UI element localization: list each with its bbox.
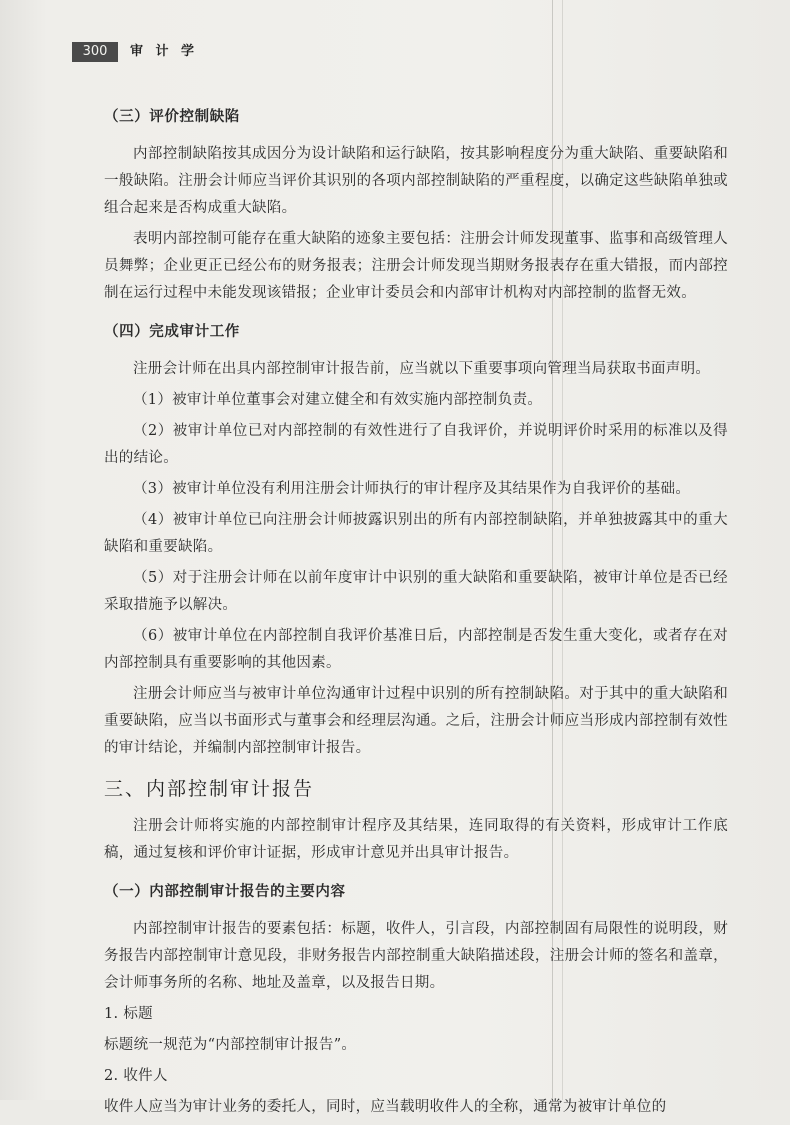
numbered-heading: 2. 收件人 [104,1068,168,1084]
list-item: （2）被审计单位已对内部控制的有效性进行了自我评价，并说明评价时采用的标准以及得出的结论。 [104,423,728,466]
book-title: 审 计 学 [130,44,199,59]
page-number: 300 [72,42,118,62]
list-item: （5）对于注册会计师在以前年度审计中识别的重大缺陷和重要缺陷，被审计单位是否已经采取措施予以解决。 [104,570,728,613]
section-heading-report-contents: （一）内部控制审计报告的主要内容 [104,884,346,900]
paragraph: 注册会计师在出具内部控制审计报告前，应当就以下重要事项向管理当局获取书面声明。 [133,361,711,377]
section-heading-complete-audit: （四）完成审计工作 [104,324,240,340]
chapter-section-title: 三、内部控制审计报告 [104,778,315,800]
paragraph: 表明内部控制可能存在重大缺陷的迹象主要包括：注册会计师发现董事、监事和高级管理人员舞弊；企业更正已经公布的财务报表；注册会计师发现当期财务报表存在重大错报，而内部控制在运行过程中未能发现该错报；企业审计委员会和内部审计机构对内部控制的监督无效。 [104,231,728,301]
list-item: （6）被审计单位在内部控制自我评价基准日后，内部控制是否发生重大变化，或者存在对内部控制具有重要影响的其他因素。 [104,628,728,671]
paragraph: 注册会计师将实施的内部控制审计程序及其结果，连同取得的有关资料，形成审计工作底稿，通过复核和评价审计证据，形成审计意见并出具审计报告。 [104,818,728,861]
list-item: （1）被审计单位董事会对建立健全和有效实施内部控制负责。 [133,392,543,408]
paragraph: 内部控制缺陷按其成因分为设计缺陷和运行缺陷，按其影响程度分为重大缺陷、重要缺陷和一般缺陷。注册会计师应当评价其识别的各项内部控制缺陷的严重程度，以确定这些缺陷单独或组合起来是否构成重大缺陷。 [104,146,728,216]
paragraph: 收件人应当为审计业务的委托人，同时，应当载明收件人的全称，通常为被审计单位的 [104,1099,667,1115]
page-header [72,42,332,62]
numbered-heading: 1. 标题 [104,1006,153,1022]
paragraph: 标题统一规范为“内部控制审计报告”。 [104,1037,357,1053]
paragraph: 内部控制审计报告的要素包括：标题，收件人，引言段，内部控制固有局限性的说明段，财务报告内部控制审计意见段，非财务报告内部控制重大缺陷描述段，注册会计师的签名和盖章，会计师事务所的名称、地址及盖章，以及报告日期。 [104,921,728,991]
list-item: （4）被审计单位已向注册会计师披露识别出的所有内部控制缺陷，并单独披露其中的重大缺陷和重要缺陷。 [104,512,728,555]
section-heading-evaluate-deficiencies: （三）评价控制缺陷 [104,109,240,125]
page-content [104,98,728,1125]
paragraph: 注册会计师应当与被审计单位沟通审计过程中识别的所有控制缺陷。对于其中的重大缺陷和重要缺陷，应当以书面形式与董事会和经理层沟通。之后，注册会计师应当形成内部控制有效性的审计结论，并编制内部控制审计报告。 [104,686,728,756]
list-item: （3）被审计单位没有利用注册会计师执行的审计程序及其结果作为自我评价的基础。 [133,481,691,497]
